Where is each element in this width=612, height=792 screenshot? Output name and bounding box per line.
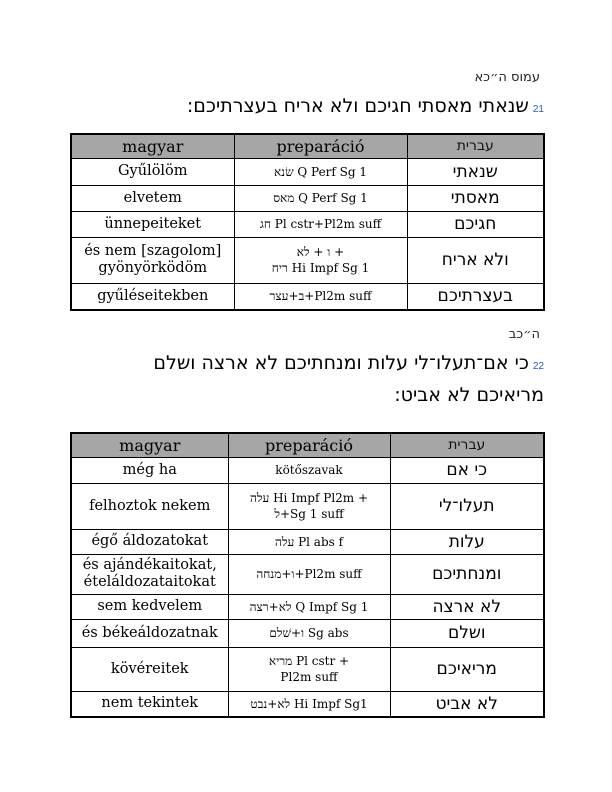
verse-line-1: שנאתי מאסתי חגיכם ולא אריח בעצרתיכם: (186, 95, 529, 117)
table-row (71, 457, 544, 483)
preparacio-cell (228, 483, 390, 529)
column-header-ivrit: עברית (407, 134, 544, 158)
magyar-cell: kövéreitek (71, 647, 228, 691)
table-row (71, 647, 544, 691)
magyar-cell: ünnepeiteket (71, 211, 234, 237)
hebrew-cell: עלות (390, 529, 544, 554)
table-row (71, 237, 544, 283)
hebrew-cell: ושלם (390, 619, 544, 647)
magyar-cell: elvetem (71, 185, 234, 211)
verse-line-1: 22כי אם־תעלו־לי עלות ומנחתיכם לא ארצה ושלם (153, 352, 544, 374)
table-row (71, 158, 544, 185)
hebrew-cell: מאסתי (407, 185, 544, 211)
column-header-magyar: magyar (71, 134, 234, 158)
magyar-cell: és békeáldozatnak (71, 619, 228, 647)
grammar-table-2 (70, 432, 545, 718)
preparacio-line: Pl2m suff (280, 670, 338, 684)
preparacio-line: מריא Pl cstr + (268, 654, 350, 668)
verse-line-2: מריאיכם לא אביט: (394, 384, 544, 406)
grammar-table-1 (70, 133, 545, 311)
table-header-row (71, 433, 544, 457)
preparacio-cell: ו+מנחה+Pl2m suff (228, 554, 390, 594)
preparacio-cell: ב+עצר+Pl2m suff (234, 283, 407, 310)
table-row (71, 554, 544, 594)
preparacio-cell: לא+נבט Hi Impf Sg1 (228, 691, 390, 717)
table-row (71, 594, 544, 619)
table-header-row (71, 134, 544, 158)
table-row (71, 483, 544, 529)
column-header-magyar: magyar (71, 433, 228, 457)
verse-text-1 (64, 92, 544, 124)
magyar-cell: gyűléseitekben (71, 283, 234, 310)
hebrew-cell: בעצרתיכם (407, 283, 544, 310)
preparacio-cell (234, 237, 407, 283)
preparacio-cell: kötőszavak (228, 457, 390, 483)
hebrew-cell: שנאתי (407, 158, 544, 185)
magyar-cell: sem kedvelem (71, 594, 228, 619)
verse-number-2: 22 (532, 361, 544, 372)
verse-reference-1: עמוס ה״כא (474, 70, 540, 85)
magyar-cell: égő áldozatokat (71, 529, 228, 554)
preparacio-cell: עלה Pl abs f (228, 529, 390, 554)
preparacio-cell: שׂנא Q Perf Sg 1 (234, 158, 407, 185)
magyar-cell: Gyűlölöm (71, 158, 234, 185)
table-row (71, 211, 544, 237)
magyar-cell: még ha (71, 457, 228, 483)
magyar-cell: és ajándékaitokat, ételáldozataitokat (71, 554, 228, 594)
table-row (71, 283, 544, 310)
preparacio-line: עלה Hi Impf Pl2m + (249, 491, 369, 505)
hebrew-cell: חגיכם (407, 211, 544, 237)
hebrew-cell: ומנחתיכם (390, 554, 544, 594)
hebrew-cell: ולא אריח (407, 237, 544, 283)
table-row (71, 529, 544, 554)
hebrew-cell: לא אביט (390, 691, 544, 717)
verse-number-1: 21 (532, 104, 544, 115)
hebrew-cell: כי אם (390, 457, 544, 483)
table-row (71, 185, 544, 211)
preparacio-line: ו + לא + (296, 245, 345, 259)
verse-reference-2: ה״כב (508, 327, 540, 342)
verse-text-2 (64, 349, 544, 409)
preparacio-line: ל+Sg 1 suff (274, 507, 344, 521)
preparacio-cell: מאס Q Perf Sg 1 (234, 185, 407, 211)
column-header-preparacio: preparáció (234, 134, 407, 158)
preparacio-line: ריח Hi Impf Sg 1 (271, 261, 370, 275)
magyar-cell: és nem [szagolom] gyönyörködöm (71, 237, 234, 283)
table-row (71, 619, 544, 647)
table-row (71, 691, 544, 717)
preparacio-cell: חג Pl cstr+Pl2m suff (234, 211, 407, 237)
magyar-cell: nem tekintek (71, 691, 228, 717)
column-header-ivrit: עברית (390, 433, 544, 457)
hebrew-cell: תעלו־לי (390, 483, 544, 529)
hebrew-cell: מריאיכם (390, 647, 544, 691)
preparacio-cell (228, 647, 390, 691)
magyar-cell: felhoztok nekem (71, 483, 228, 529)
preparacio-cell: ו+שׁלם Sg abs (228, 619, 390, 647)
hebrew-cell: לא ארצה (390, 594, 544, 619)
column-header-preparacio: preparáció (228, 433, 390, 457)
preparacio-cell: לא+רצה Q Impf Sg 1 (228, 594, 390, 619)
